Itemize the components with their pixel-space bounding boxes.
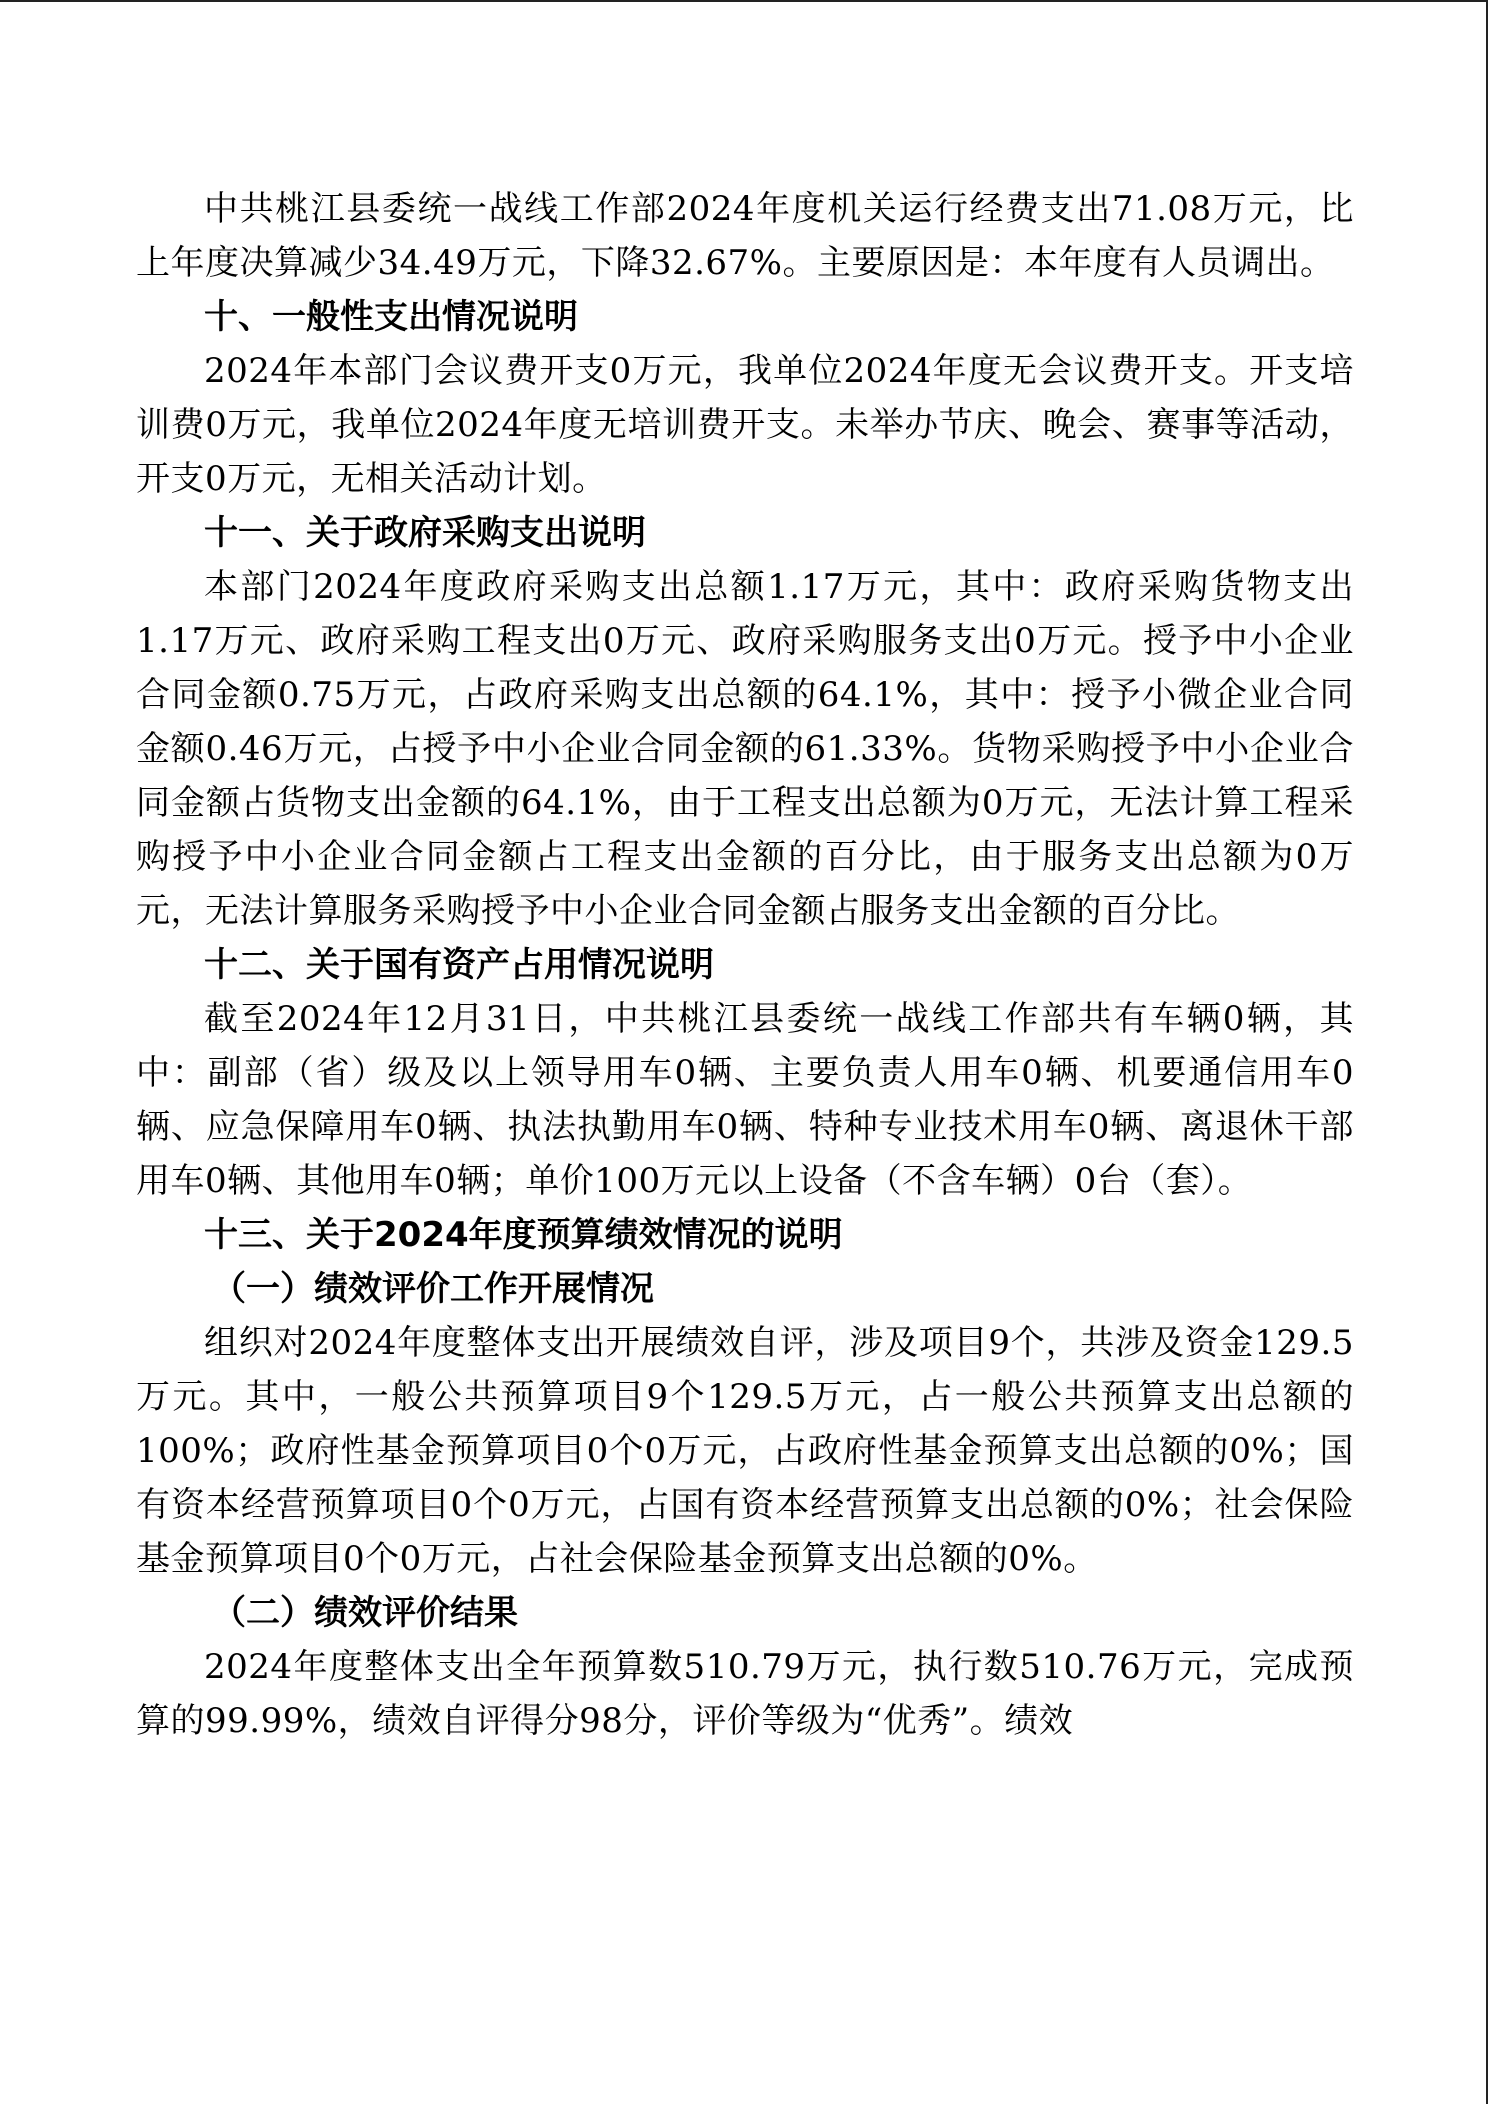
paragraph-evaluation-work: 组织对2024年度整体支出开展绩效自评，涉及项目9个，共涉及资金129.5万元。其中，一般公共预算项目9个129.5万元，占一般公共预算支出总额的100%；政府性基金预算项目0个0万元，占政府性基金预算支出总额的0%；国有资本经营预算项目0个0万元，占国有资本经营预算支出总额的0%；社会保险基金预算项目0个0万元，占社会保险基金预算支出总额的0%。 [136, 1323, 1354, 1579]
section-heading-10: 十、一般性支出情况说明 [204, 297, 578, 337]
subsection-heading-2: （二）绩效评价结果 [212, 1593, 518, 1633]
section-heading-13: 十三、关于2024年度预算绩效情况的说明 [204, 1215, 843, 1255]
paragraph-state-assets: 截至2024年12月31日，中共桃江县委统一战线工作部共有车辆0辆，其中：副部（省）级及以上领导用车0辆、主要负责人用车0辆、机要通信用车0辆、应急保障用车0辆、执法执勤用车0辆、特种专业技术用车0辆、离退休干部用车0辆、其他用车0辆；单价100万元以上设备（不含车辆）0台（套）。 [136, 999, 1354, 1201]
document-body [136, 182, 1354, 1748]
section-heading-12: 十二、关于国有资产占用情况说明 [204, 945, 714, 985]
paragraph-evaluation-results: 2024年度整体支出全年预算数510.79万元，执行数510.76万元，完成预算的99.99%，绩效自评得分98分，评价等级为“优秀”。绩效 [136, 1647, 1354, 1741]
paragraph-operating-expenses: 中共桃江县委统一战线工作部2024年度机关运行经费支出71.08万元，比上年度决算减少34.49万元，下降32.67%。主要原因是：本年度有人员调出。 [136, 189, 1354, 283]
section-heading-11: 十一、关于政府采购支出说明 [204, 513, 646, 553]
subsection-heading-1: （一）绩效评价工作开展情况 [212, 1269, 654, 1309]
paragraph-general-expenses: 2024年本部门会议费开支0万元，我单位2024年度无会议费开支。开支培训费0万元，我单位2024年度无培训费开支。未举办节庆、晚会、赛事等活动，开支0万元，无相关活动计划。 [136, 351, 1354, 499]
paragraph-procurement: 本部门2024年度政府采购支出总额1.17万元，其中：政府采购货物支出1.17万元、政府采购工程支出0万元、政府采购服务支出0万元。授予中小企业合同金额0.75万元，占政府采购支出总额的64.1%，其中：授予小微企业合同金额0.46万元，占授予中小企业合同金额的61.33%。货物采购授予中小企业合同金额占货物支出金额的64.1%，由于工程支出总额为0万元，无法计算工程采购授予中小企业合同金额占工程支出金额的百分比，由于服务支出总额为0万元，无法计算服务采购授予中小企业合同金额占服务支出金额的百分比。 [136, 567, 1354, 931]
